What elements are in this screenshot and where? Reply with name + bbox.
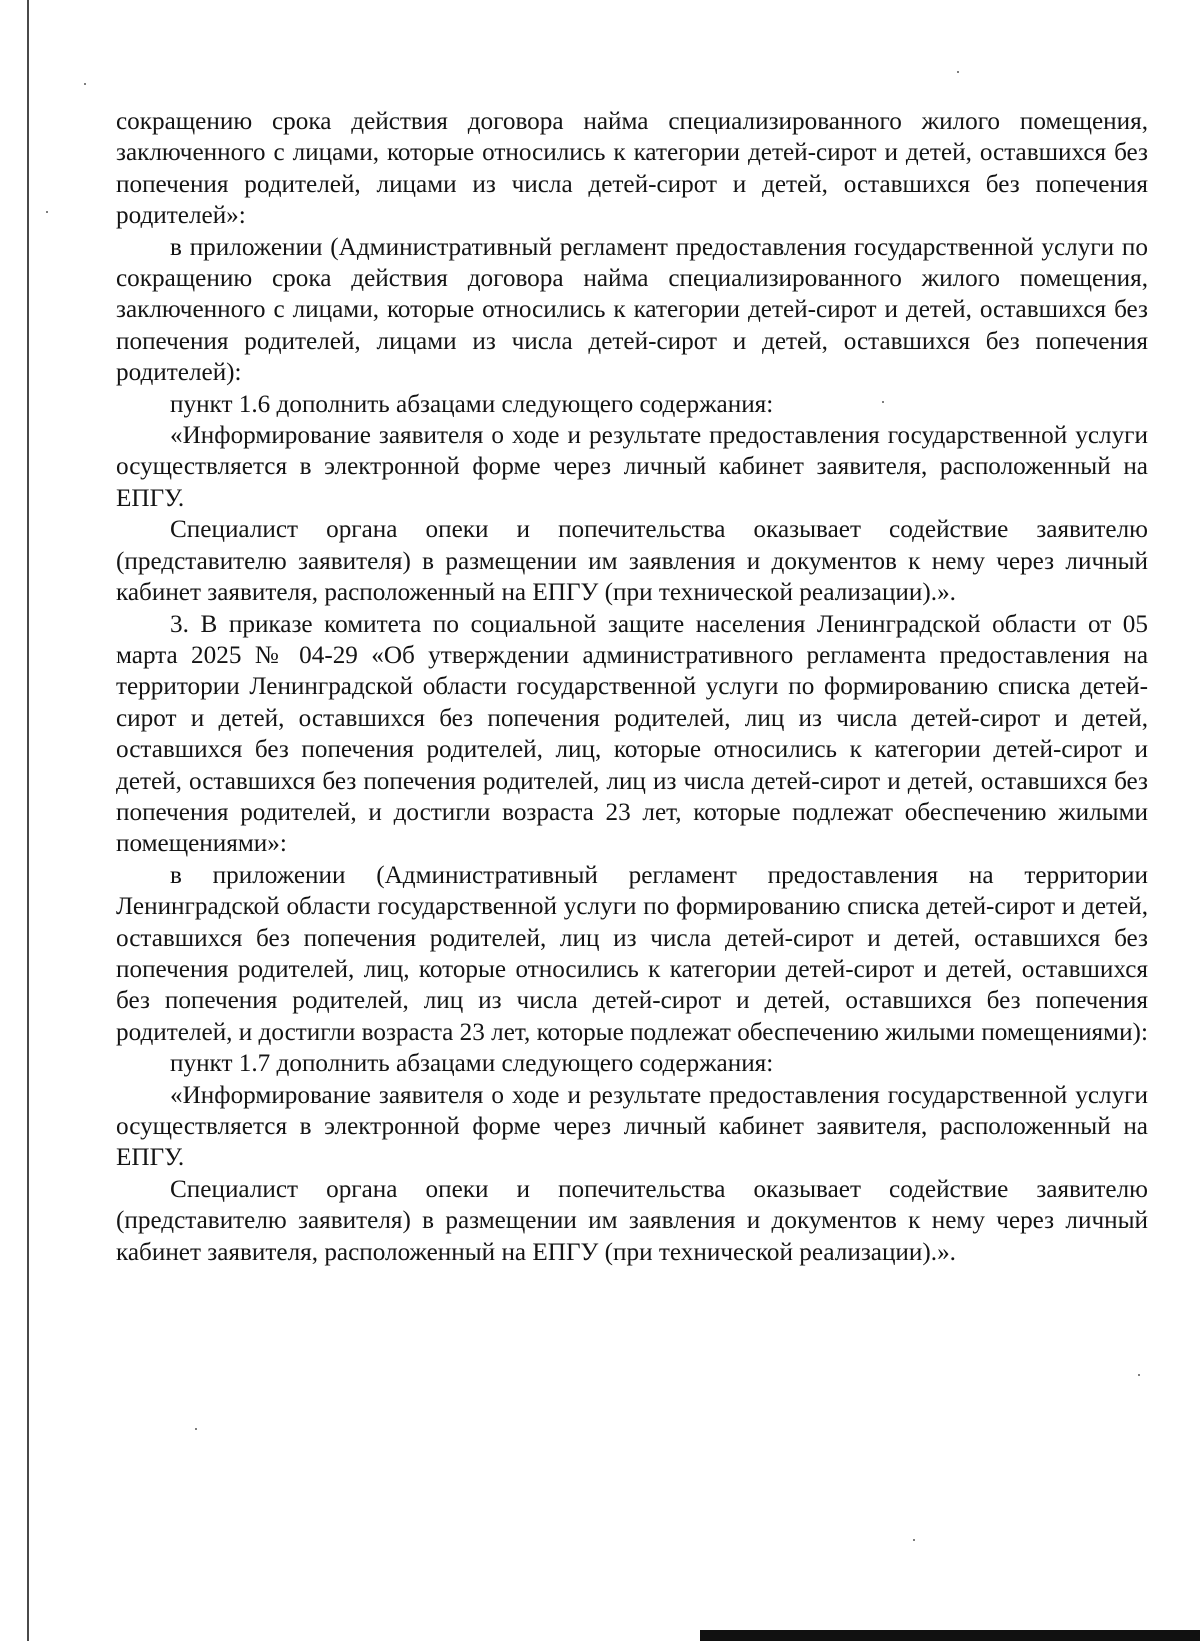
paragraph: в приложении (Административный регламент предоставления на территории Ленинградской области государственной услуги по формированию списка детей-сирот и детей, оставшихся без попечения родителей, лиц из числа детей-сирот и детей, оставшихся без попечения родителей, лиц, которые относились к категории детей-сирот и детей, оставшихся без попечения родителей, лиц из числа детей-сирот и детей, оставшихся без попечения родителей, и достигли возраста 23 лет, которые подлежат обеспечению жилыми помещениями):	[116, 861, 1148, 1046]
scan-speck	[957, 71, 959, 73]
scan-speck	[1138, 1374, 1140, 1376]
scan-speck	[84, 83, 86, 85]
scan-speck	[913, 1539, 915, 1541]
paragraph: «Информирование заявителя о ходе и результате предоставления государственной услуги осуществляется в электронной форме через личный кабинет заявителя, расположенный на ЕПГУ.	[116, 1081, 1148, 1172]
paragraph: пункт 1.6 дополнить абзацами следующего содержания:	[170, 390, 774, 418]
scan-edge-bottom	[700, 1630, 1200, 1641]
paragraph: 3. В приказе комитета по социальной защите населения Ленинградской области от 05 марта 2025 № 04-29 «Об утверждении административного регламента предоставления на территории Ленинградской области государственной услуги по формированию списка детей-сирот и детей, оставшихся без попечения родителей, лиц из числа детей-сирот и детей, оставшихся без попечения родителей, лиц, которые относились к категории детей-сирот и детей, оставшихся без попечения родителей, лиц из числа детей-сирот и детей, оставшихся без попечения родителей, и достигли возраста 23 лет, которые подлежат обеспечению жилыми помещениями»:	[116, 610, 1148, 858]
paragraph: пункт 1.7 дополнить абзацами следующего содержания:	[170, 1050, 774, 1078]
paragraph: в приложении (Административный регламент предоставления государственной услуги по сокращению срока действия договора найма специализированного жилого помещения, заключенного с лицами, которые относились к категории детей-сирот и детей, оставшихся без попечения родителей, лицами из числа детей-сирот и детей, оставшихся без попечения родителей):	[116, 233, 1148, 387]
scan-speck	[46, 211, 48, 213]
paragraph: сокращению срока действия договора найма специализированного жилого помещения, заключенного с лицами, которые относились к категории детей-сирот и детей, оставшихся без попечения родителей, лицами из числа детей-сирот и детей, оставшихся без попечения родителей»:	[116, 108, 1148, 230]
paragraph: «Информирование заявителя о ходе и результате предоставления государственной услуги осуществляется в электронной форме через личный кабинет заявителя, расположенный на ЕПГУ.	[116, 422, 1148, 512]
document-body	[116, 106, 1148, 1268]
scan-edge-left	[27, 0, 29, 1641]
paragraph: Специалист органа опеки и попечительства оказывает содействие заявителю (представителю заявителя) в размещении им заявления и документов к нему через личный кабинет заявителя, расположенный на ЕПГУ (при технической реализации).».	[116, 1175, 1148, 1266]
scan-speck	[195, 1428, 197, 1430]
paragraph: Специалист органа опеки и попечительства оказывает содействие заявителю (представителю заявителя) в размещении им заявления и документов к нему через личный кабинет заявителя, расположенный на ЕПГУ (при технической реализации).».	[116, 516, 1148, 607]
